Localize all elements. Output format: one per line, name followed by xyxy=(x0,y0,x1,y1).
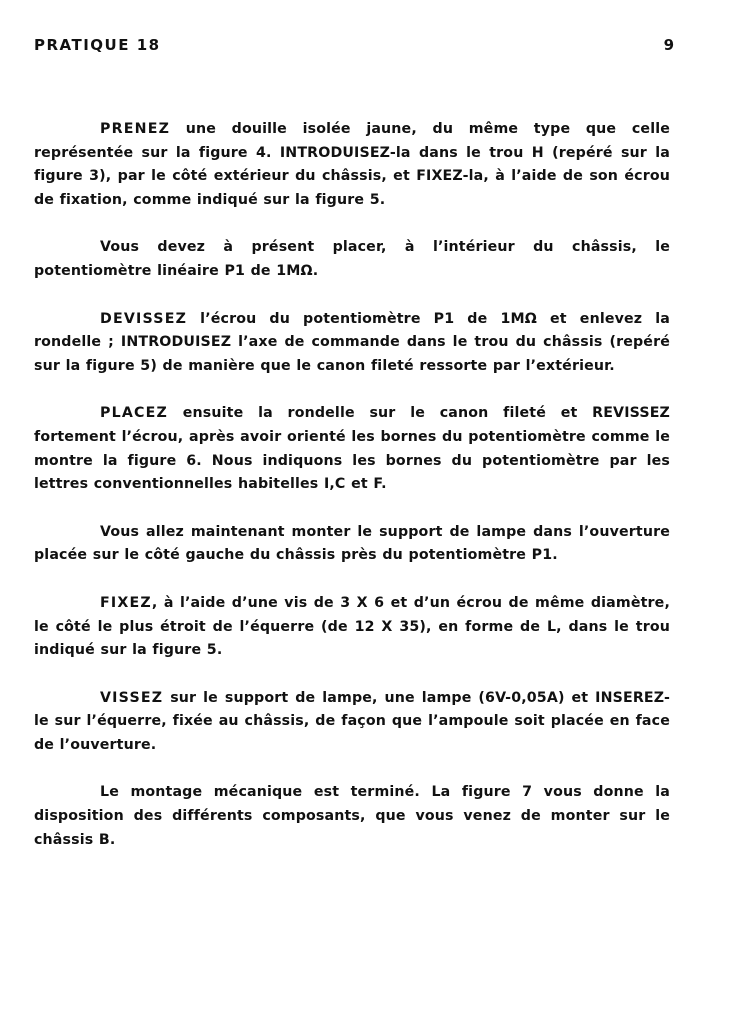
paragraph-text: ensuite la rondelle sur le canon fileté et REVISSEZ fortement l’écrou, après avoir orienté les bornes du potentiomètre comme le montre la figure 6. Nous indiquons les bornes du potentiomètre par les lettres conventionnelles habitelles I,C et F. xyxy=(34,405,670,493)
paragraph-text: Le montage mécanique est terminé. La figure 7 vous donne la disposition des différents composants, que vous venez de monter sur le châssis B. xyxy=(34,784,670,848)
paragraph-fixez xyxy=(34,592,670,663)
paragraph-text: Vous allez maintenant monter le support de lampe dans l’ouverture placée sur le côté gauche du châssis près du potentiomètre P1. xyxy=(34,523,670,564)
paragraph-devissez xyxy=(34,308,670,379)
paragraph-text: sur le support de lampe, une lampe (6V-0,05A) et INSEREZ-le sur l’équerre, fixée au châssis, de façon que l’ampoule soit placée en face de l’ouverture. xyxy=(34,689,670,753)
paragraph-keyword: VISSEZ xyxy=(100,689,164,706)
paragraph-prenez xyxy=(34,118,670,212)
paragraph-text: l’écrou du potentiomètre P1 de 1MΩ et enlevez la rondelle ; INTRODUISEZ l’axe de commande dans le trou du châssis (repéré sur la figure 5) de manière que le canon fileté ressorte par l’extérieur. xyxy=(34,310,670,374)
paragraph-keyword: DEVISSEZ xyxy=(100,310,188,327)
paragraph-support-lampe xyxy=(34,521,670,568)
paragraph-placer-potentiometre xyxy=(34,236,670,283)
page-number: 9 xyxy=(663,36,674,54)
paragraph-keyword: PLACEZ xyxy=(100,405,169,422)
paragraph-text: Vous devez à présent placer, à l’intérieur du châssis, le potentiomètre linéaire P1 de 1MΩ. xyxy=(34,239,670,279)
paragraph-placez xyxy=(34,402,670,496)
paragraph-keyword: FIXEZ xyxy=(100,594,152,611)
paragraph-vissez xyxy=(34,687,670,758)
paragraph-keyword: PRENEZ xyxy=(100,121,171,137)
document-body xyxy=(34,118,670,852)
paragraph-text: une douille isolée jaune, du même type que celle représentée sur la figure 4. INTRODUISEZ-la dans le trou H (repéré sur la figure 3), par le côté extérieur du châssis, et FIXEZ-la, à l’aide de son écrou de fixation, comme indiqué sur la figure 5. xyxy=(34,121,670,208)
header-title: PRATIQUE 18 xyxy=(34,36,161,54)
page-header xyxy=(34,36,674,58)
paragraph-text: , à l’aide d’une vis de 3 X 6 et d’un écrou de même diamètre, le côté le plus étroit de l’équerre (de 12 X 35), en forme de L, dans le trou indiqué sur la figure 5. xyxy=(34,594,670,659)
paragraph-montage-termine xyxy=(34,781,670,852)
